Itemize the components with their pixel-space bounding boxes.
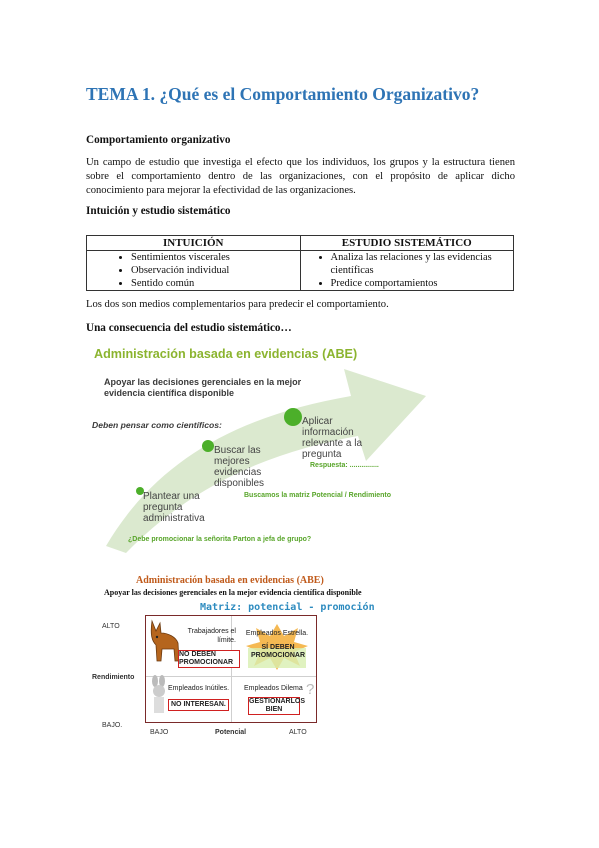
section-heading-intuicion: Intuición y estudio sistemático [86, 205, 231, 217]
section-heading-consecuencia: Una consecuencia del estudio sistemático… [86, 322, 292, 334]
matrix-slide-title: Administración basada en evidencias (ABE) [136, 575, 324, 586]
list-item: • Observación individual [131, 264, 300, 277]
step-dot-large [284, 408, 302, 426]
cell-bottom-left-note: NO INTERESAN. [168, 699, 229, 711]
matrix-slide-subtitle: Apoyar las decisiones gerenciales en la mejor evidencia científica disponible [104, 588, 362, 597]
abe-slide-title: Administración basada en evidencias (ABE) [94, 347, 358, 361]
estudio-cell [300, 251, 514, 291]
y-axis-high: ALTO [102, 623, 120, 630]
x-axis-label: Potencial [215, 729, 247, 736]
y-axis-label: Rendimiento [92, 674, 135, 681]
list-item: • Sentimientos viscerales [131, 251, 300, 264]
comparison-table [86, 235, 514, 291]
step-buscar: Buscar las mejores evidencias disponibles [214, 445, 265, 489]
section-heading-comportamiento: Comportamiento organizativo [86, 134, 231, 146]
rabbit-icon [148, 675, 170, 719]
table-header-estudio: ESTUDIO SISTEMÁTICO [300, 236, 514, 251]
question-mark-icon: ? [306, 681, 315, 698]
list-item: • Analiza las relaciones y las evidencias científicas [331, 251, 514, 277]
x-axis-low: BAJO [150, 729, 169, 736]
table-header-row [87, 236, 514, 251]
x-axis-high: ALTO [289, 729, 307, 736]
matrix-title: Matriz: potencial - promoción [200, 602, 375, 613]
buscamos-text: Buscamos la matriz Potencial / Rendimiento [244, 492, 392, 499]
table-row [87, 251, 514, 291]
definition-paragraph: Un campo de estudio que investiga el efecto que los individuos, los grupos y la estructura tienen sobre el comportamiento dentro de las organizaciones, con el propósito de aplicar dicho conocimiento para mejorar la efectividad de las organizaciones. [86, 157, 515, 196]
matrix-divider-horizontal [146, 676, 316, 677]
cell-bottom-left-title: Empleados Inútiles. [168, 685, 230, 692]
cell-top-left-note: NO DEBEN PROMOCIONAR [178, 650, 240, 668]
intuicion-cell [87, 251, 301, 291]
list-item: • Sentido común [131, 277, 300, 290]
step-plantear: Plantear una pregunta administrativa [143, 491, 205, 524]
deben-pensar-text: Deben pensar como científicos: [92, 420, 222, 430]
complement-text: Los dos son medios complementarios para predecir el comportamiento. [86, 299, 389, 310]
cell-bottom-right-title: Empleados Dilema [244, 685, 303, 692]
step-dot-medium [202, 440, 214, 452]
question-text: ¿Debe promocionar la señorita Parton a jefa de grupo? [128, 536, 312, 543]
cell-top-left-title: Trabajadores el límite. [187, 628, 236, 644]
step-aplicar: Aplicar información relevante a la pregunta [302, 416, 363, 460]
list-item: • Predice comportamientos [331, 277, 514, 290]
cell-top-right-title: Empleados Estrella. [245, 630, 309, 637]
cell-top-right-note: SÍ DEBEN PROMOCIONAR [250, 644, 306, 659]
cell-bottom-right-note: GESTIONARLOS BIEN [249, 698, 306, 713]
respuesta-text: Respuesta: ............... [310, 462, 379, 469]
page-title: TEMA 1. ¿Qué es el Comportamiento Organizativo? [86, 84, 480, 104]
y-axis-low: BAJO. [102, 722, 123, 729]
table-header-intuicion: INTUICIÓN [87, 236, 301, 251]
abe-slide-subtitle: Apoyar las decisiones gerenciales en la mejor evidencia científica disponible [104, 377, 302, 398]
